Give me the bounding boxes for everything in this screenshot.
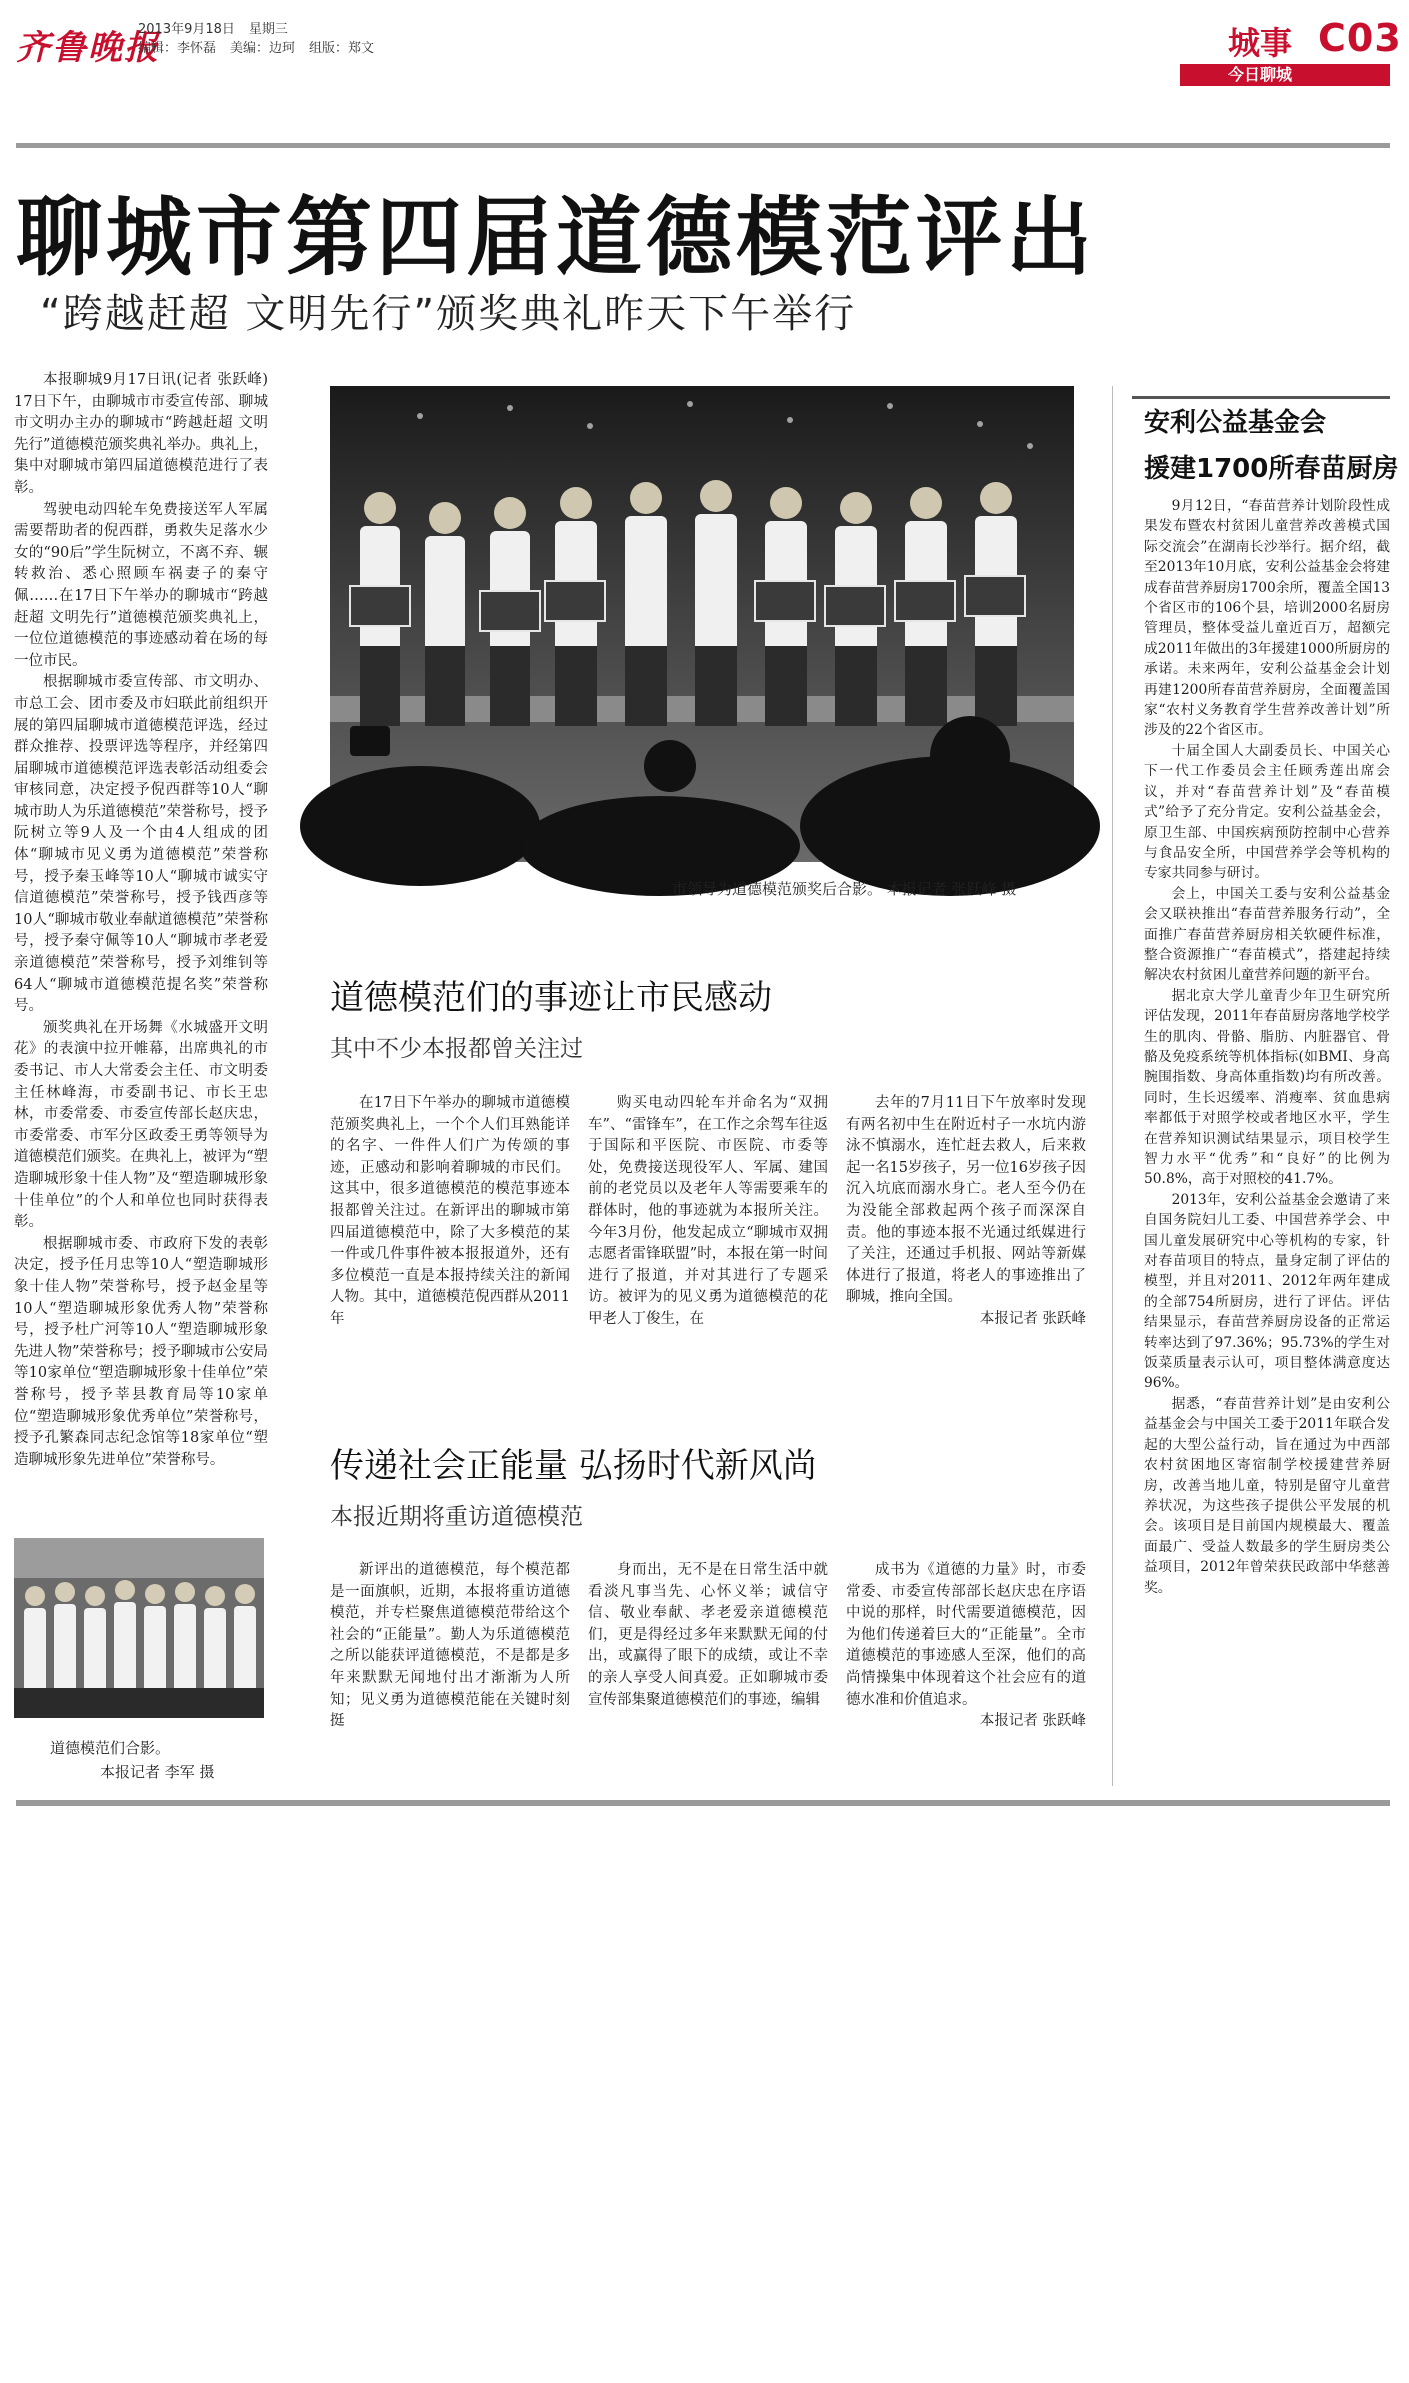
section2-column-2 [588, 1560, 828, 1780]
issue-date: 2013年9月18日 [138, 22, 235, 37]
section1-byline: 本报记者 张跃峰 [979, 1310, 1086, 1327]
art-editor-credit: 美编：边珂 [230, 41, 296, 56]
section1-subtitle: 其中不少本报都曾关注过 [330, 1036, 583, 1062]
section2-text-1: 新评出的道德模范，每个模范都是一面旗帜，近期，本报将重访道德模范，并专栏聚焦道德模范带给这个社会的“正能量”。勤人为乐道德模范之所以能获评道德模范，不是都是多年来默默无闻地付出才渐渐为人所知；见义勇为道德模范能在关键时刻挺 [330, 1562, 570, 1730]
section2-subtitle: 本报近期将重访道德模范 [330, 1504, 583, 1530]
sidebar-paragraph: 据悉，“春苗营养计划”是由安利公益基金会与中国关工委于2011年联合发起的大型公益行动，旨在通过为中西部农村贫困地区寄宿制学校援建营养厨房，改善当地儿童，特别是留守儿童营养状况，为这些孩子提供公平发展的机会。该项目是目前国内规模最大、覆盖面最广、受益人数最多的学生厨房类公益项目，2012年曾荣获民政部中华慈善奖。 [1144, 1395, 1390, 1596]
newspaper-logo: 齐鲁晚报 [16, 28, 160, 68]
section-name: 城事 [1228, 24, 1293, 62]
sidebar-article [1144, 496, 1390, 1786]
lead-paragraph: 驾驶电动四轮车免费接送军人军属需要帮助者的倪西群，勇救失足落水少女的“90后”学生阮树立，不离不弃、辗转救治、悉心照顾车祸妻子的秦守佩……在17日下午举办的聊城市“跨越赶超 文明先行”道德模范颁奖典礼上，一位位道德模范的事迹感动着在场的每一位市民。 [14, 501, 268, 669]
editor-credit: 编辑：李怀磊 [138, 41, 217, 56]
top-rule [16, 143, 1390, 148]
section2-text-2: 身而出，无不是在日常生活中就看淡凡事当先、心怀义举；诚信守信、敬业奉献、孝老爱亲道德模范们，更是得经过多年来默默无闻的付出，或赢得了眼下的成绩，或让不幸的亲人享受人间真爱。正如聊城市委宣传部集聚道德模范们的事迹，编辑 [588, 1562, 828, 1708]
group-photo-caption [50, 1736, 215, 1784]
section2-text-3: 成书为《道德的力量》时，市委常委、市委宣传部部长赵庆忠在序语中说的那样，时代需要道德模范，因为他们传递着巨大的“正能量”。全市道德模范的事迹感人至深，他们的高尚情操集中体现着这个社会应有的道德水准和价值追求。 [846, 1562, 1086, 1708]
sidebar-title-line2: 援建1700所春苗厨房 [1144, 454, 1399, 484]
sidebar-paragraph: 据北京大学儿童青少年卫生研究所评估发现，2011年春苗厨房落地学校学生的肌肉、骨骼、脂肪、内脏器官、骨骼及免疫系统等机体指标(如BMI、身高腕围指数、身高体重指数)均有所改善。同时，生长迟缓率、消瘦率、贫血患病率都低于对照学校或者地区水平，学生在营养知识测试结果显示，项目校学生智力水平“优秀”和“良好”的比例为50.8%，高于对照校的41.7%。 [1144, 987, 1390, 1188]
page-subheadline: “跨越赶超 文明先行”颁奖典礼昨天下午举行 [40, 291, 857, 337]
section1-text-3: 去年的7月11日下午放率时发现有两名初中生在附近村子一水坑内游泳不慎溺水，连忙赶去救人，后来救起一名15岁孩子，另一位16岁孩子因沉入坑底而溺水身亡。老人至今仍在为没能全部救起两个孩子而深深自责。他的事迹本报不光通过纸媒进行了关注，还通过手机报、网站等新媒体进行了报道，将老人的事迹推出了聊城，推向全国。 [846, 1095, 1086, 1306]
subsection-label: 今日聊城 [1228, 65, 1293, 84]
group-photo-credit: 本报记者 李军 摄 [100, 1763, 215, 1781]
lead-paragraph: 根据聊城市委宣传部、市文明办、市总工会、团市委及市妇联此前组织开展的第四届聊城市道德模范评选，经过群众推荐、投票评选等程序，并经第四届聊城市道德模范评选表彰活动组委会审核同意，决定授予倪西群等10人“聊城市助人为乐道德模范”荣誉称号，授予阮树立等9人及一个由4人组成的团体“聊城市见义勇为道德模范”荣誉称号，授予秦玉峰等10人“聊城市诚实守信道德模范”荣誉称号，授予钱西彦等10人“聊城市敬业奉献道德模范”荣誉称号，授予秦守佩等10人“聊城市孝老爱亲道德模范”荣誉称号，授予刘维钊等64人“聊城市道德模范提名奖”荣誉称号。 [14, 674, 268, 1015]
sidebar-paragraph: 2013年，安利公益基金会邀请了来自国务院妇儿工委、中国营养学会、中国儿童发展研究中心等机构的专家，针对春苗项目的特点，量身定制了评估的模型，并且对2011、2012年两年建成的全部754所厨房，进行了评估。评估结果显示，春苗营养厨房设备的正常运转率达到了97.36%；95.73%的学生对饭菜质量表示认可，项目整体满意度达96%。 [1144, 1191, 1390, 1392]
bottom-rule [16, 1800, 1390, 1806]
main-photo-caption: 市领导为道德模范颁奖后合影。 本报记者 张跃峰 摄 [672, 880, 1017, 898]
lead-paragraph: 本报聊城9月17日讯(记者 张跃峰) 17日下午，由聊城市市委宣传部、聊城市文明办主办的聊城市“跨越赶超 文明先行”道德模范颁奖典礼举办。典礼上，集中对聊城市第四届道德模范进行了表彰。 [14, 372, 268, 496]
section1-title: 道德模范们的事迹让市民感动 [330, 978, 772, 1018]
lead-paragraph: 根据聊城市委、市政府下发的表彰决定，授予任月忠等10人“塑造聊城形象十佳人物”荣誉称号，授予赵金星等10人“塑造聊城形象优秀人物”荣誉称号，授予杜广河等10人“塑造聊城形象先进人物”荣誉称号；授予聊城市公安局等10家单位“塑造聊城形象十佳单位”荣誉称号，授予莘县教育局等10家单位“塑造聊城形象优秀单位”荣誉称号，授予孔繁森同志纪念馆等18家单位“塑造聊城形象先进单位”荣誉称号。 [14, 1235, 268, 1468]
lead-paragraph: 颁奖典礼在开场舞《水城盛开文明花》的表演中拉开帷幕，出席典礼的市委书记、市人大常委会主任、市文明委主任林峰海，市委副书记、市长王忠林，市委常委、市委宣传部长赵庆忠，市委常委、市军分区政委王勇等领导为道德模范们颁奖。在典礼上，被评为“塑造聊城形象十佳人物”及“塑造聊城形象十佳单位”的个人和单位也同时获得表彰。 [14, 1019, 268, 1231]
issue-weekday: 星期三 [248, 22, 288, 37]
issue-info [138, 20, 388, 58]
layout-editor-credit: 组版：郑文 [309, 41, 375, 56]
section2-column-3 [846, 1560, 1086, 1780]
section1-column-3 [846, 1093, 1086, 1327]
group-photo-caption-text: 道德模范们合影。 [50, 1739, 171, 1757]
section1-text-2: 购买电动四轮车并命名为“双拥车”、“雷锋车”，在工作之余驾车往返于国际和平医院、市医院、市委等处，免费接送现役军人、军属、建国前的老党员以及老年人等需要乘车的群体时，他的事迹就为本报所关注。今年3月份，他发起成立“聊城市双拥志愿者雷锋联盟”时，本报在第一时间进行了报道，并对其进行了专题采访。被评为的见义勇为道德模范的花甲老人丁俊生，在 [588, 1095, 828, 1327]
sidebar-title-line1: 安利公益基金会 [1144, 408, 1327, 438]
sidebar-paragraph: 会上，中国关工委与安利公益基金会又联袂推出“春苗营养服务行动”，全面推广春苗营养厨房相关软硬件标准，整合资源推广“春苗模式”，搭建起持续解决农村贫困儿童营养问题的新平台。 [1144, 885, 1390, 984]
section1-column-2 [588, 1093, 828, 1327]
group-photo [14, 1538, 264, 1718]
section2-column-1 [330, 1560, 570, 1780]
sidebar-paragraph: 十届全国人大副委员长、中国关心下一代工作委员会主任顾秀莲出席会议，并对“春苗营养计划”及“春苗模式”给予了充分肯定。安利公益基金会，原卫生部、中国疾病预防控制中心营养与食品安全所，中国营养学会等机构的专家共同参与研讨。 [1144, 742, 1390, 882]
sidebar-paragraph: 9月12日，“春苗营养计划阶段性成果发布暨农村贫困儿童营养改善模式国际交流会”在湖南长沙举行。据介绍，截至2013年10月底，安利公益基金会将建成春苗营养厨房1700余所，覆盖全国13个省区市的106个县，培训2000名厨房管理员，整体受益儿童近百万，超额完成2011年做出的3年援建1000所厨房的承诺。未来两年，安利公益基金会计划再建1200所春苗营养厨房，全面覆盖国家“农村义务教育学生营养改善计划”所涉及的22个省区市。 [1144, 498, 1390, 739]
sidebar-rule [1132, 396, 1390, 399]
section2-title: 传递社会正能量 弘扬时代新风尚 [330, 1446, 817, 1486]
page-headline: 聊城市第四届道德模范评出 [16, 188, 1096, 288]
section1-text-1: 在17日下午举办的聊城市道德模范颁奖典礼上，一个个人们耳熟能详的名字、一件件人们广为传颂的事迹，正感动和影响着聊城的市民们。这其中，很多道德模范的模范事迹本报都曾关注过。在新评出的聊城市第四届道德模范中，除了大多模范的某一件或几件事件被本报报道外，还有多位模范一直是本报持续关注的新闻人物。其中，道德模范倪西群从2011年 [330, 1095, 570, 1327]
section2-byline: 本报记者 张跃峰 [979, 1713, 1086, 1730]
lead-article [14, 370, 268, 1520]
section1-column-1 [330, 1093, 570, 1327]
page-number: C03 [1318, 16, 1402, 60]
award-ceremony-photo [330, 386, 1074, 862]
column-divider [1112, 386, 1113, 1786]
